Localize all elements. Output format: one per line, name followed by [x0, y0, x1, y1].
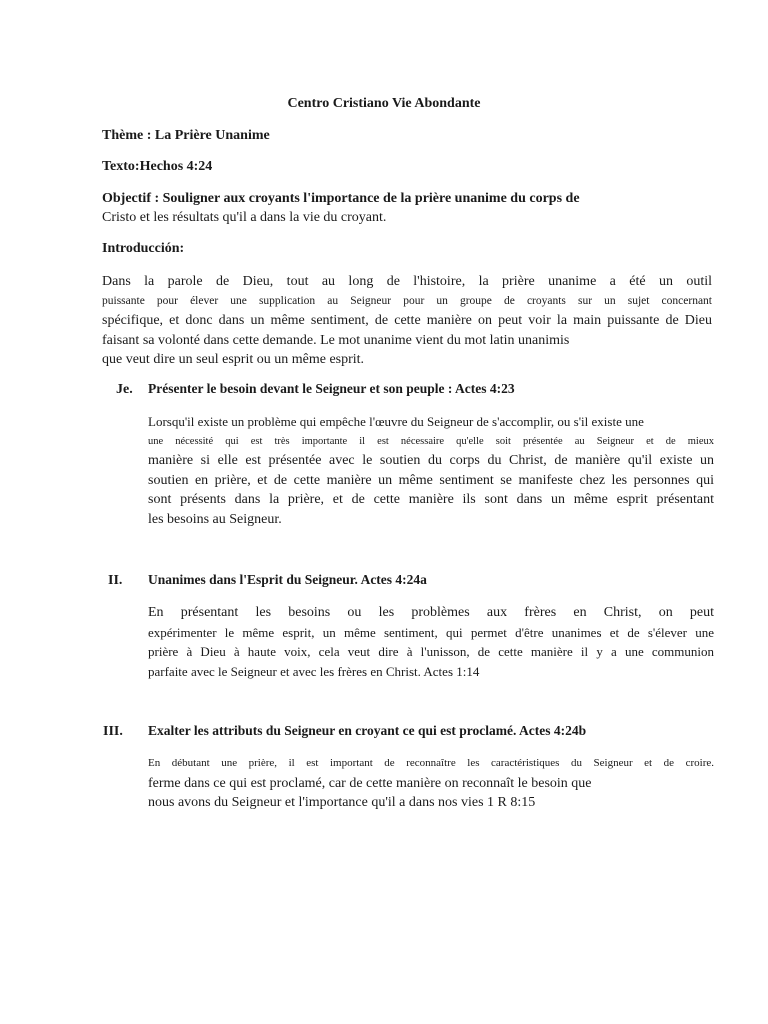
intro-line: que veut dire un seul esprit ou un même esprit. — [102, 352, 365, 367]
section-line: manière si elle est présentée avec le soutien du corps du Christ, de manière qu'il existe un — [148, 453, 714, 468]
section-number: III. — [103, 724, 123, 739]
section-line: prière à Dieu à haute voix, cela veut dire à l'unisson, de cette manière il y a une communion — [148, 644, 714, 659]
section-line: parfaite avec le Seigneur et avec les frères en Christ. Actes 1:14 — [148, 663, 480, 679]
section-body — [148, 603, 714, 681]
section-heading: Présenter le besoin devant le Seigneur et son peuple : Actes 4:23 — [148, 381, 515, 396]
intro-line: Dans la parole de Dieu, tout au long de l'histoire, la prière unanime a été un outil — [102, 274, 712, 289]
section-line: En débutant une prière, il est important de reconnaître les caractéristiques du Seigneur et de croire. — [148, 757, 714, 769]
section-line: Lorsqu'il existe un problème qui empêche l'œuvre du Seigneur de s'accomplir, ou s'il existe une — [148, 414, 644, 429]
section-line: En présentant les besoins ou les problèmes aux frères en Christ, on peut — [148, 605, 714, 620]
section-line: une nécessité qui est très importante il est nécessaire qu'elle soit présentée au Seigneur et de mieux — [148, 435, 714, 447]
text-reference: Texto:Hechos 4:24 — [102, 159, 213, 174]
section-line: les besoins au Seigneur. — [148, 511, 282, 527]
section-line: soutien en prière, et de cette manière un même sentiment se manifeste chez les personnes qui — [148, 472, 714, 488]
section-number: II. — [108, 573, 123, 588]
intro-line: puissante pour élever une supplication au Seigneur pour un groupe de croyants sur un sujet concernant — [102, 294, 712, 307]
theme-line: Thème : La Prière Unanime — [102, 128, 270, 143]
section-body — [148, 754, 714, 813]
objective-line-2: Cristo et les résultats qu'il a dans la vie du croyant. — [102, 210, 387, 225]
section-body — [148, 412, 714, 529]
section-line: nous avons du Seigneur et l'importance qu'il a dans nos vies 1 R 8:15 — [148, 795, 536, 810]
section-line: sont présents dans la prière, et de cette manière ils sont dans un même esprit présentant — [148, 492, 714, 507]
document-title: Centro Cristiano Vie Abondante — [287, 96, 481, 111]
section-line: ferme dans ce qui est proclamé, car de cette manière on reconnaît le besoin que — [148, 775, 592, 791]
objective-line-1: Objectif : Souligner aux croyants l'importance de la prière unanime du corps de — [102, 191, 580, 206]
section-heading: Unanimes dans l'Esprit du Seigneur. Actes 4:24a — [148, 572, 427, 587]
intro-line: faisant sa volonté dans cette demande. Le mot unanime vient du mot latin unanimis — [102, 332, 570, 348]
intro-line: spécifique, et donc dans un même sentiment, de cette manière on peut voir la main puissante de Dieu — [102, 313, 712, 328]
section-heading: Exalter les attributs du Seigneur en croyant ce qui est proclamé. Actes 4:24b — [148, 723, 587, 738]
section-number: Je. — [116, 382, 133, 397]
section-line: expérimenter le même esprit, un même sentiment, qui permet d'être unanimes et de s'élever une — [148, 624, 714, 640]
intro-heading: Introducción: — [102, 241, 185, 256]
intro-paragraph — [102, 272, 712, 370]
